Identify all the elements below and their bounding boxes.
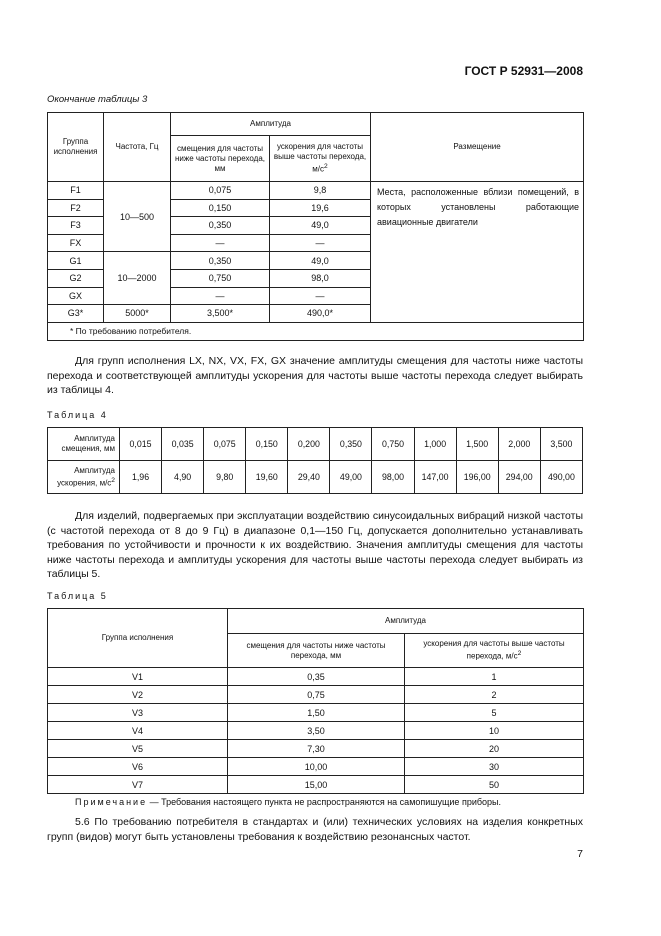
t5-accel: 2 — [405, 686, 584, 704]
t4-disp: 0,075 — [204, 428, 246, 461]
t3-accel: 49,0 — [270, 217, 371, 235]
t3-group: G3* — [48, 305, 104, 323]
t3-placement: Места, расположенные вблизи помещений, в которых установлены работающие авиационные двигатели — [371, 182, 584, 323]
t5-header-group: Группа исполнения — [48, 609, 228, 668]
t3-group: G2 — [48, 269, 104, 287]
standard-number: ГОСТ Р 52931—2008 — [464, 64, 583, 78]
t5-group: V3 — [48, 704, 228, 722]
t4-accel: 29,40 — [288, 461, 330, 494]
t4-accel: 9,80 — [204, 461, 246, 494]
t3-group: G1 — [48, 252, 104, 270]
t5-accel: 5 — [405, 704, 584, 722]
t3-disp: 0,150 — [171, 199, 270, 217]
t5-accel: 20 — [405, 740, 584, 758]
note — [75, 797, 501, 807]
t3-group: F3 — [48, 217, 104, 235]
table4-caption: Таблица 4 — [47, 410, 108, 420]
t4-disp: 3,500 — [540, 428, 582, 461]
t5-group: V5 — [48, 740, 228, 758]
table-3 — [47, 112, 584, 341]
t4-accel: 294,00 — [498, 461, 540, 494]
t3-accel: 9,8 — [270, 182, 371, 200]
t4-disp: 0,150 — [246, 428, 288, 461]
t3-disp: 0,350 — [171, 252, 270, 270]
t4-row-label-displacement: Амплитуда смещения, мм — [48, 428, 120, 461]
page-number: 7 — [577, 848, 583, 860]
t3-header-group: Группа исполнения — [48, 113, 104, 182]
t5-disp: 1,50 — [228, 704, 405, 722]
t3-header-acceleration: ускорения для частоты выше частоты перехода, $м/с^2$ — [270, 136, 371, 182]
t3-accel: 490,0* — [270, 305, 371, 323]
t5-header-amplitude: Амплитуда — [228, 609, 584, 634]
t3-group: GX — [48, 287, 104, 305]
t3-disp: — — [171, 234, 270, 252]
t4-accel: 196,00 — [456, 461, 498, 494]
t3-disp: — — [171, 287, 270, 305]
t3-disp: 0,075 — [171, 182, 270, 200]
t5-header-displacement: смещения для частоты ниже частоты перехода, мм — [228, 634, 405, 668]
t4-accel: 49,00 — [330, 461, 372, 494]
t4-accel: 4,90 — [162, 461, 204, 494]
paragraph-3: 5.6 По требованию потребителя в стандартах и (или) технических условиях на изделия конкретных групп (видов) могут быть установлены требования к воздействию резонансных частот. — [47, 816, 583, 843]
t4-disp: 1,000 — [414, 428, 456, 461]
t4-disp: 1,500 — [456, 428, 498, 461]
t5-accel: 50 — [405, 776, 584, 794]
t5-accel: 1 — [405, 668, 584, 686]
t5-disp: 0,35 — [228, 668, 405, 686]
t5-accel: 30 — [405, 758, 584, 776]
t5-disp: 0,75 — [228, 686, 405, 704]
t4-disp: 0,035 — [162, 428, 204, 461]
t4-accel: 490,00 — [540, 461, 582, 494]
t3-accel: 98,0 — [270, 269, 371, 287]
t3-frequency: 5000* — [104, 305, 171, 323]
t3-accel: — — [270, 287, 371, 305]
t4-disp: 2,000 — [498, 428, 540, 461]
note-label: Примечание — [75, 797, 148, 807]
t5-group: V2 — [48, 686, 228, 704]
paragraph-2: Для изделий, подвергаемых при эксплуатации воздействию синусоидальных вибраций низкой частоты (с частотой перехода от 8 до 9 Гц) в диапазоне 0,1—150 Гц, допускается дополнительно устанавливать требования по устойчивости и прочности к их воздействию. Значения амплитуды смещения для частоты ниже частоты перехода и амплитуды ускорения для частоты выше частоты перехода следует выбирать из таблицы 5. — [47, 510, 583, 580]
t5-disp: 3,50 — [228, 722, 405, 740]
t3-header-amplitude: Амплитуда — [171, 113, 371, 136]
t3-header-placement: Размещение — [371, 113, 584, 182]
t4-accel: 19,60 — [246, 461, 288, 494]
t5-header-acceleration: ускорения для частоты выше частоты перехода, $м/с^2$ — [405, 634, 584, 668]
t3-footnote: * По требованию потребителя. — [48, 322, 584, 340]
t5-disp: 10,00 — [228, 758, 405, 776]
t5-group: V6 — [48, 758, 228, 776]
t3-disp: 3,500* — [171, 305, 270, 323]
table-4 — [47, 427, 583, 494]
table5-caption: Таблица 5 — [47, 591, 108, 601]
paragraph-1: Для групп исполнения LX, NX, VX, FX, GX значение амплитуды смещения для частоты ниже частоты перехода и соответствующей амплитуды ускорения для частоты выше частоты перехода следует выбирать из таблицы 4. — [47, 355, 583, 396]
t5-group: V7 — [48, 776, 228, 794]
t3-group: F1 — [48, 182, 104, 200]
t5-group: V4 — [48, 722, 228, 740]
t3-group: F2 — [48, 199, 104, 217]
t3-accel: 19,6 — [270, 199, 371, 217]
t4-disp: 0,015 — [120, 428, 162, 461]
t3-accel: 49,0 — [270, 252, 371, 270]
t5-disp: 7,30 — [228, 740, 405, 758]
t3-group: FX — [48, 234, 104, 252]
t3-disp: 0,350 — [171, 217, 270, 235]
t4-disp: 0,750 — [372, 428, 414, 461]
t3-header-frequency: Частота, Гц — [104, 113, 171, 182]
t5-group: V1 — [48, 668, 228, 686]
t5-accel: 10 — [405, 722, 584, 740]
table3-caption: Окончание таблицы 3 — [47, 94, 148, 105]
t4-disp: 0,200 — [288, 428, 330, 461]
t3-disp: 0,750 — [171, 269, 270, 287]
t4-accel: 1,96 — [120, 461, 162, 494]
t4-row-label-acceleration: Амплитуда ускорения, $м/с^2$ — [48, 461, 120, 494]
t3-header-displacement: смещения для частоты ниже частоты перехода, мм — [171, 136, 270, 182]
t3-frequency: 10—500 — [104, 182, 171, 252]
note-text: — Требования настоящего пункта не распространяются на самопишущие приборы. — [149, 797, 501, 807]
t4-accel: 98,00 — [372, 461, 414, 494]
t4-accel: 147,00 — [414, 461, 456, 494]
t4-disp: 0,350 — [330, 428, 372, 461]
table-5 — [47, 608, 584, 794]
t3-accel: — — [270, 234, 371, 252]
t5-disp: 15,00 — [228, 776, 405, 794]
t3-frequency: 10—2000 — [104, 252, 171, 305]
